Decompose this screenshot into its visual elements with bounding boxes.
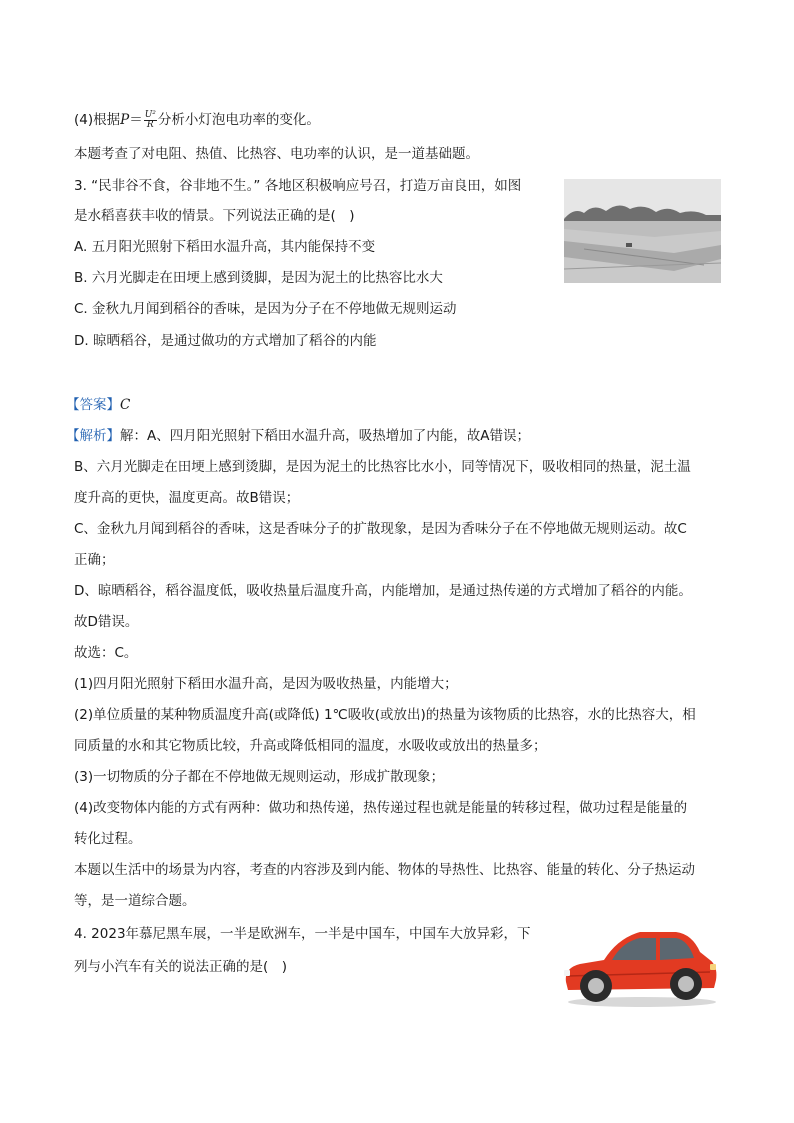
analysis-line-8: 故选：C。: [74, 645, 138, 661]
answer-line: [66, 395, 130, 415]
red-car-image: [560, 922, 720, 1008]
rice-field-photo: [564, 179, 721, 283]
q3-stem-1: 3. “民非谷不食，谷非地不生。” 各地区积极响应号召，打造万亩良田，如图: [74, 178, 522, 194]
formula-prefix: (4)根据: [74, 112, 121, 128]
analysis-point-4b: 转化过程。: [74, 831, 142, 847]
summary-1: 本题考查了对电阻、热值、比热容、电功率的认识，是一道基础题。: [74, 146, 479, 162]
analysis-line-1: [66, 426, 530, 446]
analysis-text-1: 解：A、四月阳光照射下稻田水温升高，吸热增加了内能，故A错误；: [120, 428, 530, 444]
formula-suffix: 分析小灯泡电功率的变化。: [157, 112, 320, 128]
formula-fraction: [144, 111, 157, 130]
analysis-line-3: 度升高的更快，温度更高。故B错误；: [74, 490, 300, 506]
analysis-label: 【解析】: [66, 428, 120, 444]
analysis-summary-2: 等，是一道综合题。: [74, 893, 196, 909]
analysis-line-2: B、六月光脚走在田埂上感到烫脚，是因为泥土的比热容比水小，同等情况下，吸收相同的热量，泥土温: [74, 459, 691, 475]
q4-stem-2: 列与小汽车有关的说法正确的是( ): [74, 959, 288, 975]
analysis-point-3: (3)一切物质的分子都在不停地做无规则运动，形成扩散现象；: [74, 769, 445, 785]
q4-stem-1: 4. 2023年慕尼黑车展，一半是欧洲车，一半是中国车，中国车大放异彩，下: [74, 926, 531, 942]
q3-stem-2: 是水稻喜获丰收的情景。下列说法正确的是( ): [74, 208, 355, 224]
q3-option-b[interactable]: B. 六月光脚走在田埂上感到烫脚，是因为泥土的比热容比水大: [74, 270, 443, 286]
formula-denominator: R: [146, 119, 154, 130]
formula-numerator: U²: [144, 109, 156, 120]
answer-value: C: [120, 397, 131, 413]
analysis-line-6: D、晾晒稻谷，稻谷温度低，吸收热量后温度升高，内能增加，是通过热传递的方式增加了稻谷的内能。: [74, 583, 692, 599]
formula-line: [74, 110, 320, 130]
q3-option-d[interactable]: D. 晾晒稻谷，是通过做功的方式增加了稻谷的内能: [74, 333, 377, 349]
analysis-line-4: C、金秋九月闻到稻谷的香味，这是香味分子的扩散现象，是因为香味分子在不停地做无规则运动。故C: [74, 521, 687, 537]
q3-option-c[interactable]: C. 金秋九月闻到稻谷的香味，是因为分子在不停地做无规则运动: [74, 301, 457, 317]
analysis-summary-1: 本题以生活中的场景为内容，考查的内容涉及到内能、物体的导热性、比热容、能量的转化、分子热运动: [74, 862, 695, 878]
answer-label: 【答案】: [66, 397, 120, 413]
analysis-line-7: 故D错误。: [74, 614, 139, 630]
q3-option-a[interactable]: A. 五月阳光照射下稻田水温升高，其内能保持不变: [74, 239, 376, 255]
formula-eq: ＝: [129, 112, 143, 128]
formula-var-p: P: [120, 112, 130, 128]
analysis-point-2b: 同质量的水和其它物质比较，升高或降低相同的温度，水吸收或放出的热量多；: [74, 738, 547, 754]
analysis-line-5: 正确；: [74, 552, 115, 568]
analysis-point-2a: (2)单位质量的某种物质温度升高(或降低) 1℃吸收(或放出)的热量为该物质的比热容，水的比热容大，相: [74, 707, 696, 723]
analysis-point-1: (1)四月阳光照射下稻田水温升高，是因为吸收热量，内能增大；: [74, 676, 458, 692]
analysis-point-4a: (4)改变物体内能的方式有两种：做功和热传递，热传递过程也就是能量的转移过程，做功过程是能量的: [74, 800, 688, 816]
